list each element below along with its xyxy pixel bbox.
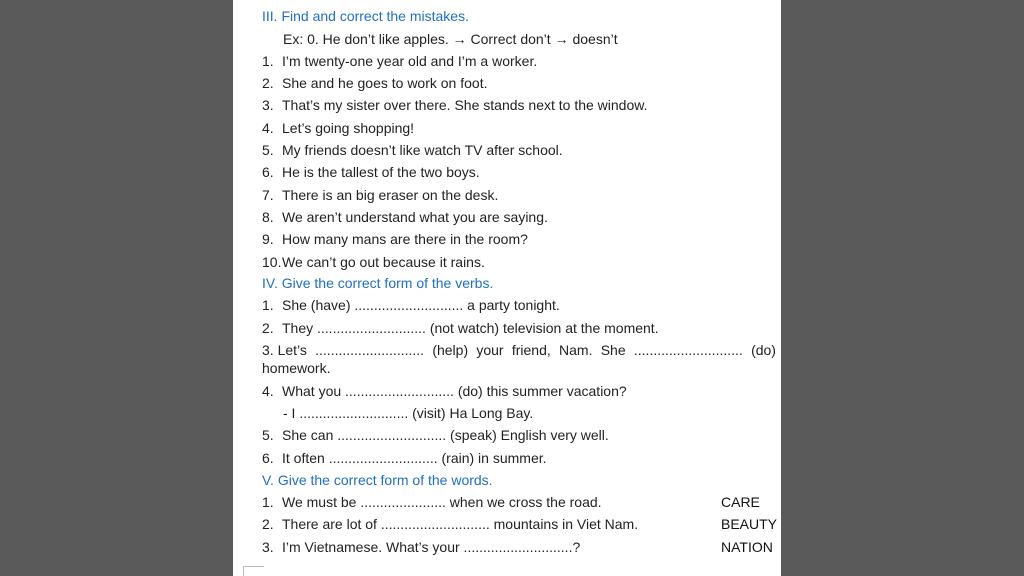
item-text: I’m twenty-one year old and I’m a worker. bbox=[282, 53, 538, 69]
item-text: They ............................ (not watch) television at the moment. bbox=[282, 320, 659, 336]
item-number: 7. bbox=[262, 187, 274, 203]
item-text: How many mans are there in the room? bbox=[282, 231, 528, 247]
item-number: 5. bbox=[262, 142, 274, 158]
list-subitem: - I ............................ (visit) Ha Long Bay. bbox=[283, 405, 534, 421]
item-number: 6. bbox=[262, 450, 274, 466]
item-part: Nam. bbox=[559, 342, 593, 358]
list-item bbox=[262, 120, 414, 136]
item-number: 2. bbox=[262, 516, 274, 532]
item-number: 3. bbox=[262, 539, 274, 555]
item-number: 5. bbox=[262, 427, 274, 443]
item-number: 4. bbox=[262, 383, 274, 399]
list-item bbox=[262, 142, 563, 158]
item-number: 4. bbox=[262, 120, 274, 136]
item-part: your bbox=[476, 342, 504, 358]
list-item bbox=[262, 516, 638, 532]
document-page bbox=[233, 0, 781, 576]
list-item bbox=[262, 297, 560, 313]
list-item bbox=[262, 450, 547, 466]
item-text: He is the tallest of the two boys. bbox=[282, 164, 480, 180]
item-part: ............................ bbox=[315, 342, 425, 358]
list-item bbox=[262, 254, 485, 270]
justified-list-item bbox=[262, 342, 776, 358]
list-item bbox=[262, 320, 659, 336]
item-part: She bbox=[600, 342, 626, 358]
item-number: 8. bbox=[262, 209, 274, 225]
item-number: 3. bbox=[262, 97, 274, 113]
list-item bbox=[262, 539, 580, 555]
list-item bbox=[262, 383, 627, 399]
item-text: We can’t go out because it rains. bbox=[282, 254, 485, 270]
item-number: 1. bbox=[262, 53, 274, 69]
item-text: We must be ...................... when we cross the road. bbox=[282, 494, 602, 510]
item-text: It often ............................ (rain) in summer. bbox=[282, 450, 547, 466]
item-number: 9. bbox=[262, 231, 274, 247]
word-cue: NATION bbox=[721, 539, 773, 555]
section-3-example: Ex: 0. He don’t like apples. → Correct don’t → doesn’t bbox=[283, 31, 618, 47]
item-part: friend, bbox=[511, 342, 551, 358]
item-number: 10. bbox=[262, 254, 282, 270]
list-item bbox=[262, 97, 647, 113]
item-text: I’m Vietnamese. What’s your ............................? bbox=[282, 539, 581, 555]
item-text: She can ............................ (speak) English very well. bbox=[282, 427, 609, 443]
word-cue: BEAUTY bbox=[721, 516, 778, 532]
item-text: What you ............................ (do) this summer vacation? bbox=[282, 383, 627, 399]
item-text: Let’s going shopping! bbox=[282, 120, 415, 136]
item-number: 2. bbox=[262, 75, 274, 91]
item-text: She and he goes to work on foot. bbox=[282, 75, 488, 91]
item-part: (help) bbox=[432, 342, 469, 358]
list-item bbox=[262, 187, 498, 203]
list-item bbox=[262, 231, 528, 247]
section-5-heading: V. Give the correct form of the words. bbox=[262, 472, 493, 488]
item-text: She (have) ............................ a party tonight. bbox=[282, 297, 560, 313]
item-text: There is an big eraser on the desk. bbox=[282, 187, 499, 203]
list-item bbox=[262, 75, 487, 91]
list-item bbox=[262, 209, 548, 225]
item-number: 6. bbox=[262, 164, 274, 180]
page-corner-mark bbox=[243, 566, 264, 576]
item-number: 1. bbox=[262, 494, 274, 510]
list-item bbox=[262, 53, 537, 69]
word-cue: CARE bbox=[721, 494, 760, 510]
list-item bbox=[262, 164, 480, 180]
section-3-heading: III. Find and correct the mistakes. bbox=[262, 8, 469, 24]
item-text: That’s my sister over there. She stands next to the window. bbox=[282, 97, 648, 113]
item-part: 3. Let’s bbox=[262, 342, 307, 358]
item-part: (do) bbox=[751, 342, 776, 358]
item-text: We aren’t understand what you are saying. bbox=[282, 209, 548, 225]
item-continuation: homework. bbox=[262, 360, 331, 376]
list-item bbox=[262, 427, 609, 443]
list-item bbox=[262, 494, 602, 510]
item-number: 1. bbox=[262, 297, 274, 313]
item-number: 2. bbox=[262, 320, 274, 336]
item-text: There are lot of ............................ mountains in Viet Nam. bbox=[282, 516, 639, 532]
item-part: ............................ bbox=[633, 342, 743, 358]
item-text: My friends doesn’t like watch TV after school. bbox=[282, 142, 563, 158]
section-4-heading: IV. Give the correct form of the verbs. bbox=[262, 275, 494, 291]
